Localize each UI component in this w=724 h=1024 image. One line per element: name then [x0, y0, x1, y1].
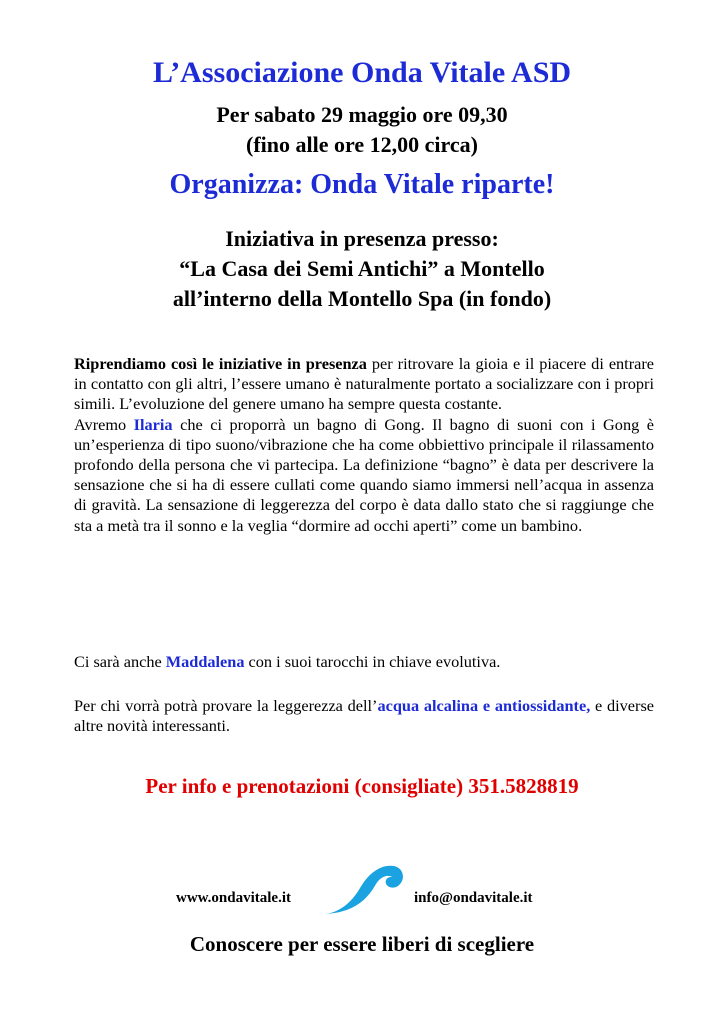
water-highlight: acqua alcalina e antiossidante, [377, 696, 591, 715]
paragraph-maddalena [74, 652, 654, 672]
association-title: L’Associazione Onda Vitale ASD [152, 56, 572, 89]
gong-lead: Avremo [74, 414, 134, 434]
wave-shape [326, 866, 403, 914]
name-ilaria: Ilaria [133, 414, 173, 434]
maddalena-lead: Ci sarà anche [74, 652, 166, 671]
maddalena-rest: con i suoi tarocchi in chiave evolutiva. [244, 652, 501, 671]
event-time: (fino alle ore 12,00 circa) [246, 132, 478, 157]
intro-rest: per ritrovare la gioia e il piacere di entrare in contatto con gli altri, l’essere umano è naturalmente portato a socializzare con i propri simili. L’evoluzione del genere umano ha sempre questa costante. [74, 354, 655, 414]
water-rest: e diverse altre novità interessanti. [74, 696, 655, 736]
website-link[interactable]: www.ondavitale.it [176, 890, 292, 906]
water-lead: Per chi vorrà potrà provare la leggerezza dell’ [74, 696, 378, 715]
motto: Conoscere per essere liberi di scegliere [189, 932, 535, 956]
gong-rest: che ci proporrà un bagno di Gong. Il bagno di suoni con i Gong è un’esperienza di tipo suono/vibrazione che ha come obbiettivo principale il rilassamento profondo della persona che vi partecipa. La definizione “bagno” è data per descrivere la sensazione che si ha di essere cullati come quando siamo immersi nell’acqua in assenza di gravità. La sensazione di leggerezza del corpo è data dallo stato che si raggiunge che sta a metà tra il sonno e la veglia “dormire ad occhi aperti” come un bambino. [74, 414, 654, 535]
event-date: Per sabato 29 maggio ore 09,30 [216, 102, 508, 127]
paragraph-intro [74, 354, 654, 536]
wave-logo-icon [322, 856, 406, 918]
venue-line-1: Iniziativa in presenza presso: [225, 226, 499, 251]
venue-line-3: all’interno della Montello Spa (in fondo) [172, 286, 552, 311]
email-link[interactable]: info@ondavitale.it [414, 890, 533, 906]
paragraph-water [74, 696, 654, 736]
intro-bold: Riprendiamo così le iniziative in presenza [74, 354, 367, 373]
info-booking: Per info e prenotazioni (consigliate) 351.5828819 [145, 774, 579, 798]
organizza-heading: Organizza: Onda Vitale riparte! [169, 169, 555, 200]
venue-line-2: “La Casa dei Semi Antichi” a Montello [179, 256, 545, 281]
name-maddalena: Maddalena [165, 652, 245, 671]
